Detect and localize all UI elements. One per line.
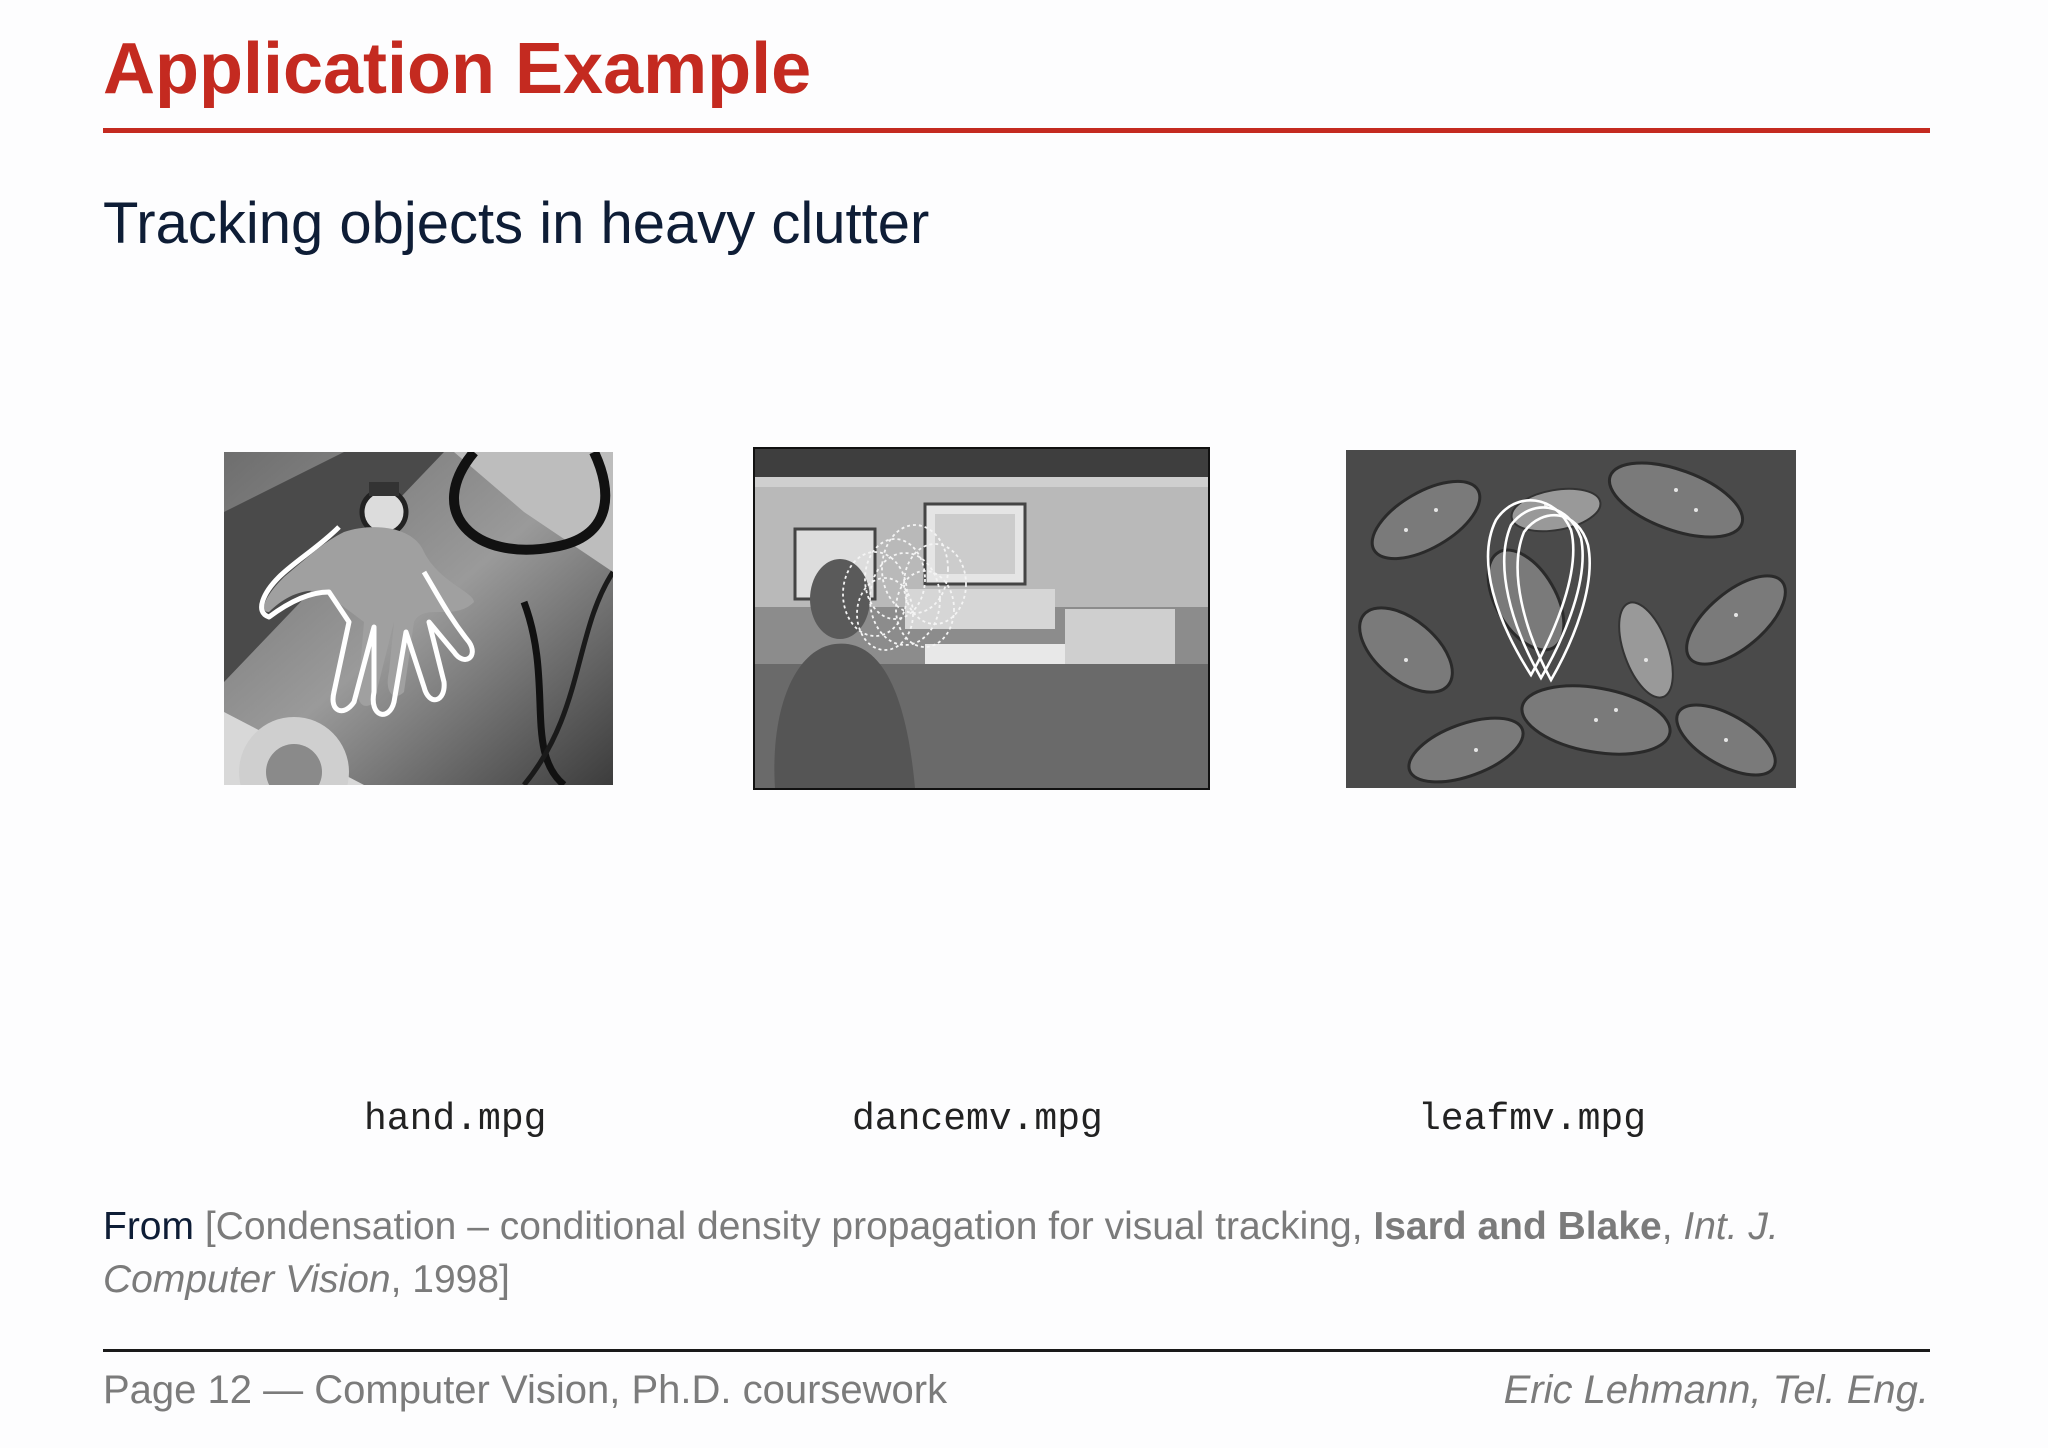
hand-frame-image	[224, 452, 613, 785]
footer-author: Eric Lehmann, Tel. Eng.	[1503, 1368, 1929, 1412]
leaf-frame-image	[1346, 450, 1796, 788]
citation-sep: ,	[1661, 1205, 1684, 1248]
citation-year: , 1998]	[390, 1258, 510, 1301]
citation-journal: Int. J. Computer Vision	[103, 1205, 1779, 1301]
dancer-tracking-frame[interactable]	[753, 447, 1210, 790]
dancer-frame-image	[755, 449, 1208, 788]
slide-subtitle: Tracking objects in heavy clutter	[103, 191, 930, 256]
footer-divider	[103, 1349, 1930, 1352]
footer-page-info: Page 12 — Computer Vision, Ph.D. coursework	[103, 1368, 948, 1412]
title-underline	[103, 128, 1930, 133]
citation-title: [Condensation – conditional density propagation for visual tracking,	[204, 1205, 1374, 1248]
leaf-tracking-frame[interactable]	[1346, 450, 1796, 788]
caption-dancemv: dancemv.mpg	[852, 1098, 1103, 1141]
caption-leafmv: leafmv.mpg	[1418, 1098, 1647, 1141]
citation-from: From	[103, 1205, 194, 1248]
caption-hand: hand.mpg	[364, 1098, 547, 1141]
citation	[103, 1200, 1933, 1306]
citation-authors: Isard and Blake	[1373, 1205, 1662, 1248]
hand-tracking-frame[interactable]	[224, 452, 613, 785]
slide-title: Application Example	[103, 29, 812, 109]
